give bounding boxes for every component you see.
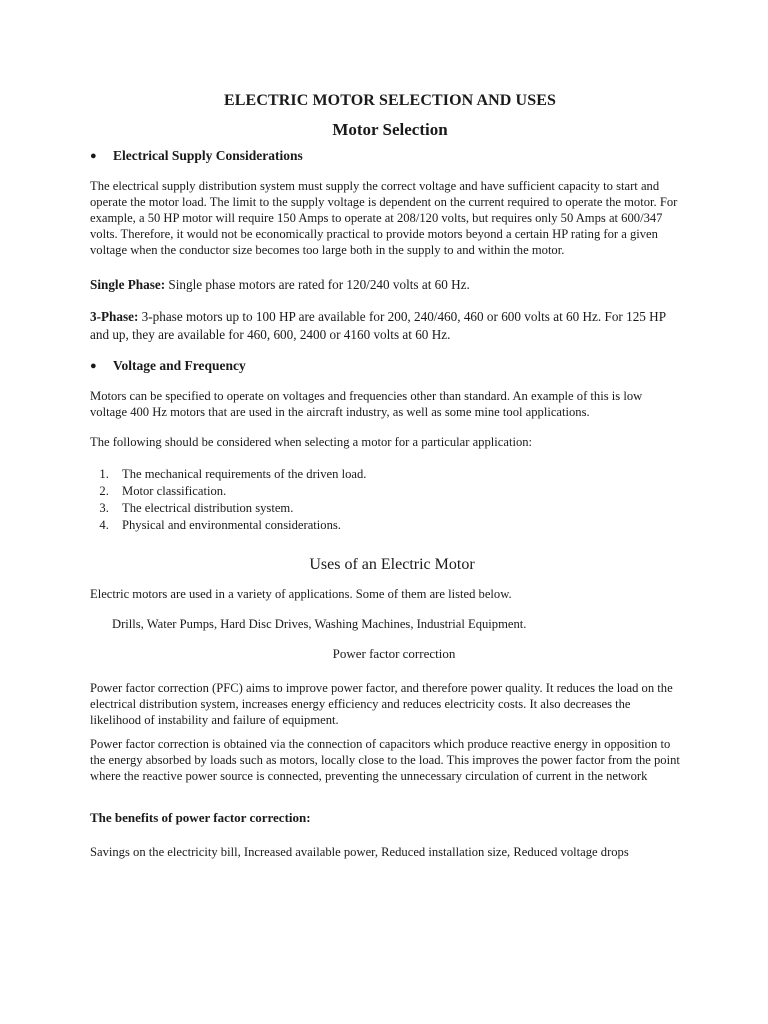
benefits-heading: The benefits of power factor correction: bbox=[90, 810, 311, 825]
paragraph-three-phase bbox=[90, 308, 680, 344]
list-item: 1. The mechanical requirements of the driven load. bbox=[112, 466, 680, 483]
paragraph-pfc-1: Power factor correction (PFC) aims to improve power factor, and therefore power quality. It reduces the load on the electrical distribution system, increases energy efficiency and reduces electricity costs. It also decreases the likelihood of instability and failure of equipment. bbox=[90, 681, 673, 727]
section-heading-uses: Uses of an Electric Motor bbox=[309, 556, 475, 573]
bullet-dot-icon: ● bbox=[90, 150, 97, 162]
paragraph-examples: Drills, Water Pumps, Hard Disc Drives, Washing Machines, Industrial Equipment. bbox=[112, 617, 527, 631]
list-item: 3. The electrical distribution system. bbox=[112, 500, 680, 517]
paragraph-uses: Electric motors are used in a variety of applications. Some of them are listed below. bbox=[90, 587, 512, 601]
paragraph-single-phase bbox=[90, 276, 680, 294]
single-phase-label: Single Phase: bbox=[90, 277, 166, 292]
bullet-label: Electrical Supply Considerations bbox=[113, 148, 303, 163]
paragraph-pfc-2: Power factor correction is obtained via the connection of capacitors which produce reactive energy in opposition to the energy absorbed by loads such as motors, locally close to the load. This improves the power factor from the point where the reactive power source is connected, preventing the unnecessary circulation of current in the network bbox=[90, 737, 680, 783]
three-phase-label: 3-Phase: bbox=[90, 309, 139, 324]
section-heading-motor-selection: Motor Selection bbox=[332, 120, 448, 139]
paragraph-supply: The electrical supply distribution system must supply the correct voltage and have sufficient capacity to start and operate the motor load. The limit to the supply voltage is dependent on the current required to operate the motor. For example, a 50 HP motor will require 150 Amps to operate at 208/120 volts, but requires only 50 Amps at 600/347 volts. Therefore, it would not be economically practical to provide motors beyond a certain HP rating for a given voltage when the conductor size becomes too large both in the supply to and within the motor. bbox=[90, 179, 678, 257]
bullet-electrical-supply bbox=[90, 148, 680, 164]
paragraph-voltage: Motors can be specified to operate on voltages and frequencies other than standard. An example of this is low voltage 400 Hz motors that are used in the aircraft industry, as well as some mine tool applications. bbox=[90, 389, 643, 419]
three-phase-text: 3-phase motors up to 100 HP are available for 200, 240/460, 460 or 600 volts at 60 Hz. For 125 HP and up, they are available for 460, 600, 2400 or 4160 volts at 60 Hz. bbox=[90, 309, 666, 342]
bullet-voltage-frequency bbox=[90, 358, 680, 374]
document-content bbox=[90, 92, 680, 860]
considerations-list bbox=[90, 466, 680, 534]
paragraph-following: The following should be considered when selecting a motor for a particular application: bbox=[90, 435, 533, 449]
bullet-dot-icon: ● bbox=[90, 360, 97, 372]
bullet-label: Voltage and Frequency bbox=[113, 358, 246, 373]
document-title: ELECTRIC MOTOR SELECTION AND USES bbox=[224, 92, 556, 109]
single-phase-text: Single phase motors are rated for 120/240 volts at 60 Hz. bbox=[165, 277, 470, 292]
paragraph-benefits: Savings on the electricity bill, Increased available power, Reduced installation size, Reduced voltage drops bbox=[90, 845, 629, 859]
pfc-heading: Power factor correction bbox=[332, 646, 456, 661]
list-item: 2. Motor classification. bbox=[112, 483, 680, 500]
list-item: 4. Physical and environmental considerations. bbox=[112, 517, 680, 534]
